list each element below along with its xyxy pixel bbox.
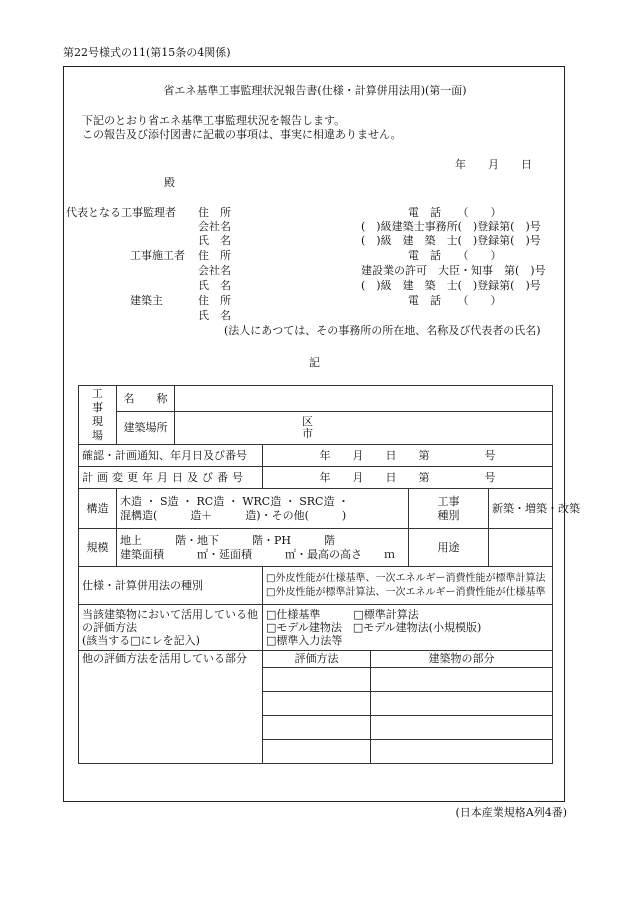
- building-part-cell[interactable]: [371, 740, 553, 764]
- eval-option-row-2[interactable]: □モデル建物法 □モデル建物法(小規模版): [266, 621, 482, 634]
- site-name-field[interactable]: [175, 386, 553, 412]
- site-label: 工 事 現 場: [79, 386, 117, 445]
- eval-option-row-3[interactable]: □標準入力法等: [266, 634, 343, 647]
- confirm-label: 確認・計画通知、年月日及び番号: [79, 445, 263, 467]
- change-date-field[interactable]: 年 月 日 第 号: [263, 467, 553, 489]
- scale-label: 規模: [79, 529, 117, 567]
- date-line: 年 月 日: [455, 158, 532, 171]
- eval-method-cell[interactable]: [263, 740, 371, 764]
- supervisor-address-label: 住 所: [198, 206, 231, 219]
- structure-line-1: 木造 ・ S造 ・ RC造 ・ WRC造 ・ SRC造 ・: [120, 494, 349, 508]
- eval-method-cell[interactable]: [263, 668, 371, 692]
- intro-line-2: この報告及び添付図書に記載の事項は、事実に相違ありません。: [82, 128, 402, 141]
- eval-method-header: 評価方法: [263, 651, 371, 668]
- confirm-date-field[interactable]: 年 月 日 第 号: [263, 445, 553, 467]
- method-type-label: 仕様・計算併用法の種別: [79, 567, 263, 605]
- use-field[interactable]: [489, 529, 553, 567]
- office-registration: ( )級建築士事務所( )登録第( )号: [361, 220, 541, 233]
- construction-license: 建設業の許可 大臣・知事 第( )号: [361, 264, 546, 277]
- form-title: 省エネ基準工事監理状況報告書(仕様・計算併用法用)(第一面): [163, 84, 467, 97]
- contractor-company-label: 会社名: [198, 264, 231, 277]
- architect-registration: ( )級 建 築 士( )登録第( )号: [361, 234, 541, 247]
- footer-standard: (日本産業規格A列4番): [455, 806, 567, 819]
- owner-phone: 電 話 （ ）: [408, 294, 502, 307]
- contractor-label: 工事施工者: [130, 249, 185, 262]
- other-eval-label: 当該建築物において活用している他の評価方法 (該当する□にレを記入): [79, 605, 263, 651]
- eval-method-cell[interactable]: [263, 716, 371, 740]
- scale-line-2: 建築面積 ㎡・延面積 ㎡・最高の高さ ｍ: [120, 547, 395, 561]
- building-part-cell[interactable]: [371, 716, 553, 740]
- supervisor-label: 代表となる工事監理者: [66, 206, 176, 219]
- owner-name-label: 氏 名: [198, 309, 231, 322]
- scale-fields[interactable]: [117, 529, 409, 567]
- change-label: 計画変更年月日及び番号: [79, 467, 263, 489]
- other-eval-options[interactable]: [263, 605, 553, 651]
- work-type-options[interactable]: 新築・増築・改築: [489, 489, 553, 529]
- form-number: 第22号様式の11(第15条の4関係): [63, 46, 231, 59]
- eval-method-cell[interactable]: [263, 692, 371, 716]
- contractor-phone: 電 話 （ ）: [408, 249, 502, 262]
- method-option-2[interactable]: □外皮性能が標準計算法、一次エネルギー消費性能が仕様基準: [266, 586, 546, 598]
- contractor-architect-registration: ( )級 建 築 士( )登録第( )号: [361, 279, 541, 292]
- details-table: [78, 385, 580, 764]
- structure-options[interactable]: [117, 489, 409, 529]
- scale-line-1: 地上 階・地下 階・PH 階: [120, 533, 335, 547]
- use-label: 用途: [409, 529, 489, 567]
- contractor-name-label: 氏 名: [198, 279, 231, 292]
- building-part-cell[interactable]: [371, 692, 553, 716]
- site-location-field[interactable]: [175, 412, 553, 445]
- owner-address-label: 住 所: [198, 294, 231, 307]
- site-name-label: 名 称: [117, 386, 175, 412]
- method-type-options[interactable]: [263, 567, 553, 605]
- site-location-label: 建築場所: [117, 412, 175, 445]
- building-part-header: 建築物の部分: [371, 651, 553, 668]
- eval-option-row-1[interactable]: □仕様基準 □標準計算法: [266, 608, 419, 621]
- work-type-label: 工事 種別: [409, 489, 489, 529]
- supervisor-company-label: 会社名: [198, 220, 231, 233]
- intro-line-1: 下記のとおり省エネ基準工事監理状況を報告します。: [82, 114, 346, 127]
- supervisor-name-label: 氏 名: [198, 234, 231, 247]
- supervisor-phone: 電 話 （ ）: [408, 206, 502, 219]
- building-part-cell[interactable]: [371, 668, 553, 692]
- structure-line-2: 混構造( 造＋ 造)・その他( ): [120, 508, 347, 522]
- shi-label: 市: [302, 427, 313, 441]
- parts-label: 他の評価方法を活用している部分: [79, 651, 263, 764]
- owner-label: 建築主: [130, 294, 163, 307]
- structure-label: 構造: [79, 489, 117, 529]
- addressee: 殿: [164, 176, 175, 189]
- corporation-note: (法人にあつては、その事務所の所在地、名称及び代表者の氏名): [224, 324, 541, 337]
- ki-heading: 記: [309, 356, 320, 369]
- method-option-1[interactable]: □外皮性能が仕様基準、一次エネルギー消費性能が標準計算法: [266, 572, 546, 584]
- ku-label: 区: [302, 415, 313, 429]
- contractor-address-label: 住 所: [198, 249, 231, 262]
